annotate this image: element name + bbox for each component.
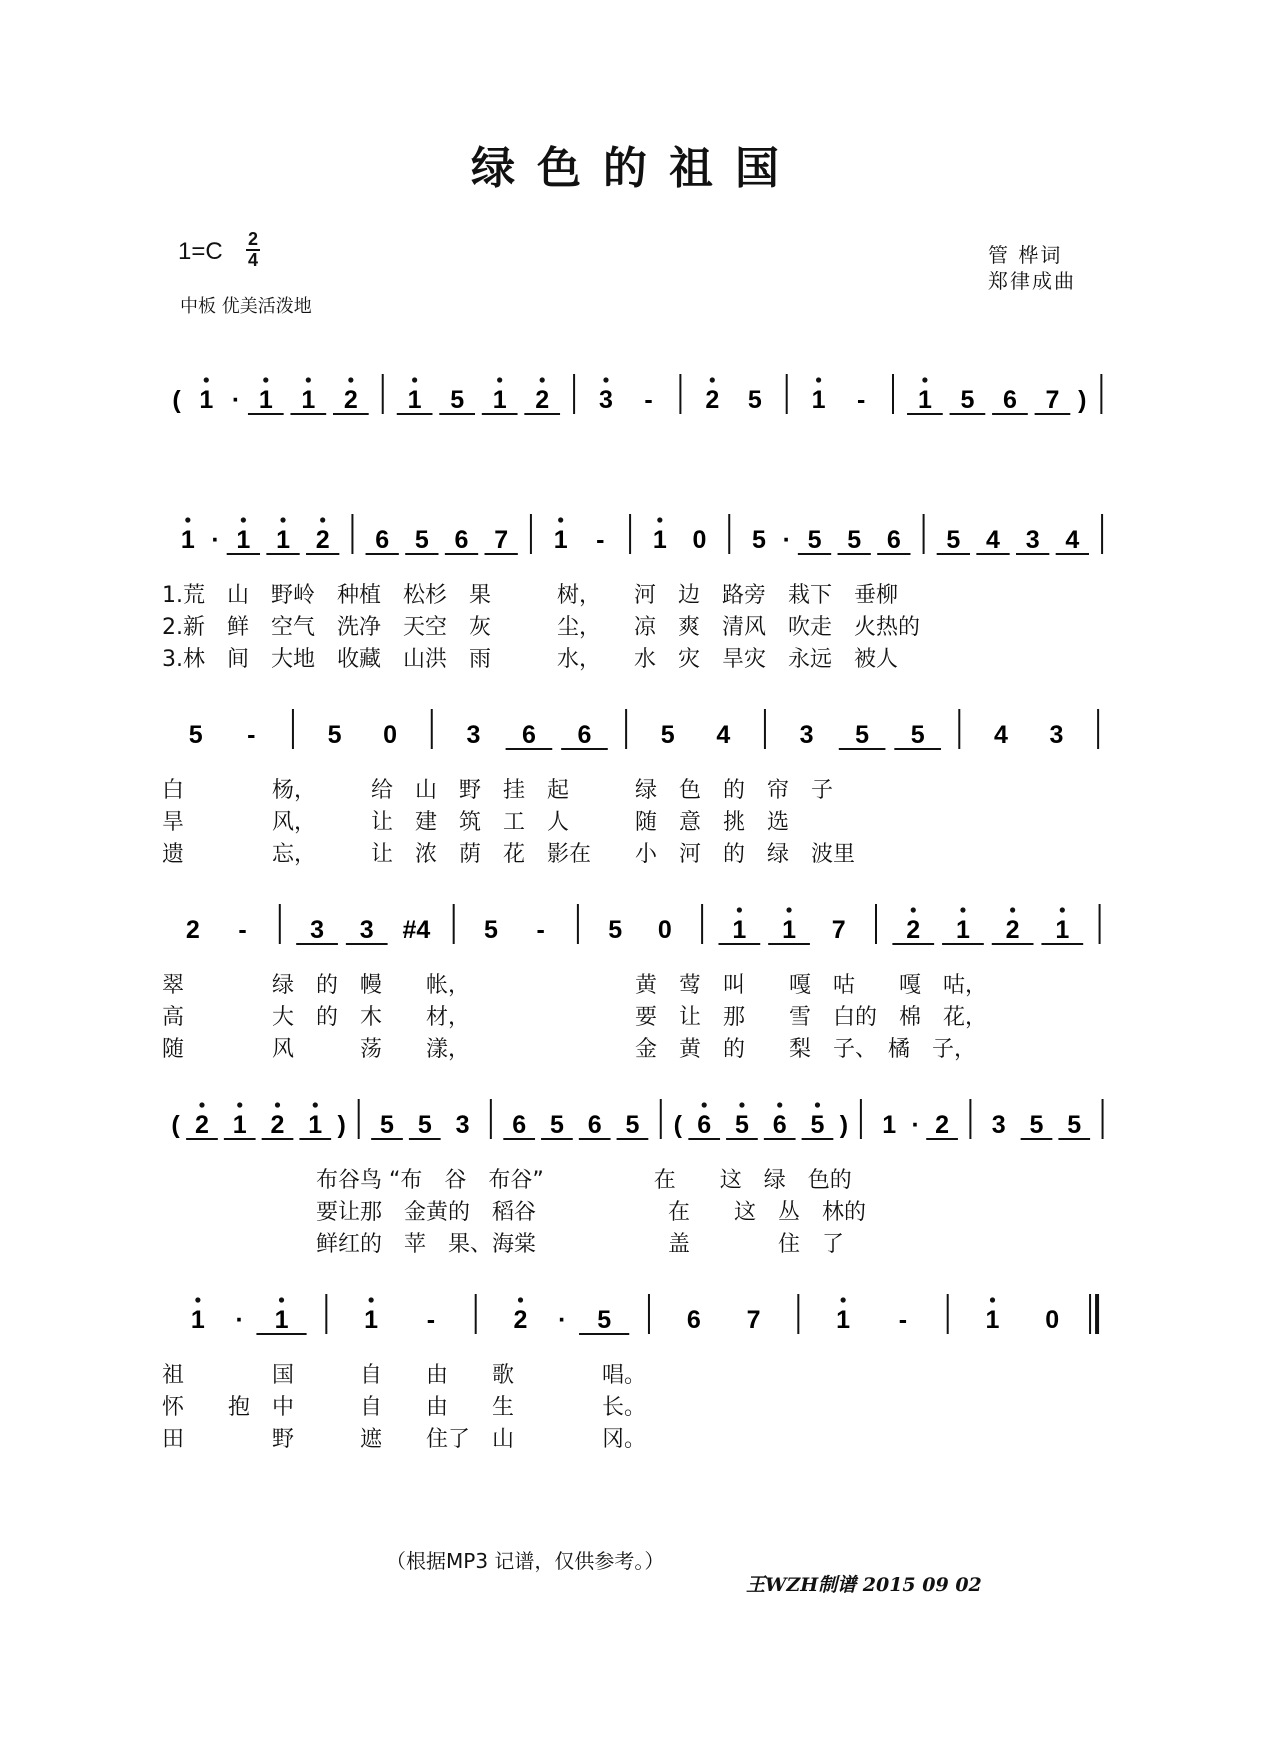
lyric-line-3: 遗 忘， 让 浓 荫 花 影在 小 河 的 绿 波里 [162,842,856,867]
lyricist-credit: 管 桦词 [988,243,1063,267]
tempo-marking: 中板 优美活泼地 [180,296,312,317]
note: 2 [705,386,720,414]
octave-dot [1060,907,1065,912]
octave-dot [739,1102,744,1107]
note: 5 [188,721,203,749]
notation-svg [0,1280,1272,1360]
note: 1 [917,386,932,414]
note: 4 [716,721,731,749]
octave-dot [185,517,190,522]
octave-dot [195,1297,200,1302]
note: 1 [308,1111,323,1139]
note: 5 [1029,1111,1044,1139]
octave-dot [1010,907,1015,912]
note: 7 [831,916,846,944]
note: 3 [466,721,481,749]
credits [988,242,1076,294]
note: 7 [746,1306,761,1334]
score-row-5 [0,1280,1272,1450]
note: 6 [577,721,592,749]
octave-dot [313,1102,318,1107]
notation-mark: ) [839,1111,849,1139]
lyric-line-1: 布谷鸟 “布 谷 布谷” 在 这 绿 色的 [162,1168,852,1193]
octave-dot [816,377,821,382]
note: 4 [1065,526,1080,554]
note: 5 [946,526,961,554]
octave-dot [786,907,791,912]
note: 3 [991,1111,1006,1139]
note: 7 [1045,386,1060,414]
note: - [856,386,866,414]
lyric-line-2: 怀 抱 中 自 由 生 长。 [162,1395,647,1420]
note: 5 [747,386,762,414]
note: 5 [625,1111,640,1139]
note: 3 [799,721,814,749]
note: - [898,1306,908,1334]
note: 2 [270,1111,285,1139]
score-row-3 [0,890,1272,1060]
notation-svg [0,360,1272,440]
notation-mark: ) [1078,386,1087,414]
note: 1 [836,1306,851,1334]
note: 1 [258,386,273,414]
time-signature [246,230,260,270]
score-row-4 [0,1085,1272,1255]
note: 1 [882,1111,897,1139]
note: 1 [553,526,568,554]
notation-mark: · [782,526,791,554]
notation-mark: · [231,386,241,414]
note: 1 [236,526,251,554]
song-title: 绿色的祖国 [471,143,801,194]
notation-mark: ( [172,386,181,414]
note: 2 [906,916,921,944]
octave-dot [922,377,927,382]
octave-dot [540,377,545,382]
note: 1 [985,1306,1000,1334]
note: 1 [652,526,667,554]
note: 6 [1002,386,1017,414]
octave-dot [558,517,563,522]
note: 5 [960,386,975,414]
octave-dot [960,907,965,912]
note: 5 [855,721,870,749]
octave-dot [369,1297,374,1302]
octave-dot [702,1102,707,1107]
note: 3 [455,1111,470,1139]
octave-dot [279,1297,284,1302]
note: 1 [811,386,826,414]
note: 6 [512,1111,527,1139]
lyric-line-2: 2.新 鲜 空气 洗净 天空 灰 尘， 凉 爽 清风 吹走 火热的 [162,615,920,640]
octave-dot [348,377,353,382]
footer-note: （根据MP3 记谱，仅供参考。） [386,1549,665,1573]
note: 4 [986,526,1000,554]
octave-dot [412,377,417,382]
note: 2 [195,1111,209,1139]
notation-svg [0,695,1272,775]
lyric-line-3: 随 风 荡 漾， 金 黄 的 梨 子、 橘 子， [162,1037,977,1062]
transcriber-signature: 王WZH制谱 2015 09 02 [746,1574,982,1596]
note: 5 [483,916,498,944]
note: 5 [660,721,675,749]
notation-mark: · [911,1111,920,1139]
note: 3 [310,916,325,944]
note: 6 [587,1111,602,1139]
note: 1 [199,386,214,414]
note: 1 [274,1306,289,1334]
score-row-1 [0,500,1272,670]
note: 3 [599,386,613,414]
note: 2 [935,1111,950,1139]
note: 2 [343,386,358,414]
note: 2 [1005,916,1020,944]
note: 1 [276,526,290,554]
note: 7 [494,526,509,554]
octave-dot [603,377,608,382]
octave-dot [841,1297,846,1302]
note: 5 [608,916,623,944]
note: 1 [782,916,797,944]
note: 3 [359,916,374,944]
note: 5 [752,526,766,554]
note: 6 [772,1111,787,1139]
note: 1 [955,916,970,944]
note: 0 [1045,1306,1060,1334]
octave-dot [275,1102,280,1107]
key-signature: 1=C [178,238,223,265]
notation-mark: · [558,1306,567,1334]
note: 1 [407,386,422,414]
note: 5 [380,1111,394,1139]
composer-credit: 郑律成曲 [988,269,1076,293]
note: 5 [450,386,465,414]
octave-dot [710,377,715,382]
lyric-line-3: 田 野 遮 住了 山 冈。 [162,1427,647,1452]
note: 5 [847,526,862,554]
octave-dot [241,517,246,522]
note: 6 [521,721,536,749]
octave-dot [657,517,662,522]
note: #4 [402,916,431,944]
note: 1 [301,386,316,414]
octave-dot [199,1102,204,1107]
notation-mark: ) [337,1111,346,1139]
note: 6 [375,526,390,554]
note: - [644,386,653,414]
lyric-line-2: 旱 风， 让 建 筑 工 人 随 意 挑 选 [162,810,790,835]
lyric-line-3: 3.林 间 大地 收藏 山洪 雨 水， 水 灾 旱灾 永远 被人 [162,647,898,672]
note: 0 [657,916,672,944]
lyric-line-1: 翠 绿 的 幔 帐， 黄 莺 叫 嘎 咕 嘎 咕， [162,973,988,998]
octave-dot [320,517,325,522]
note: 6 [686,1306,701,1334]
octave-dot [815,1102,820,1107]
octave-dot [306,377,311,382]
note: 4 [993,721,1008,749]
octave-dot [737,907,742,912]
lyric-line-3: 鲜红的 苹 果、海棠 盖 住 了 [162,1232,845,1257]
note: 5 [1067,1111,1082,1139]
note: 5 [327,721,342,749]
octave-dot [263,377,268,382]
note: 2 [535,386,550,414]
lyric-line-1: 1.荒 山 野岭 种植 松杉 果 树， 河 边 路旁 栽下 垂柳 [162,583,898,608]
lyric-line-2: 高 大 的 木 材， 要 让 那 雪 白的 棉 花， [162,1005,988,1030]
note: - [247,721,256,749]
note: 2 [513,1306,528,1334]
note: 5 [597,1306,612,1334]
time-signature-top: 2 [247,229,258,249]
note: - [238,916,247,944]
notation-svg [0,890,1272,970]
note: - [426,1306,436,1334]
note: 6 [697,1111,712,1139]
note: 2 [315,526,330,554]
note: 1 [492,386,507,414]
lyric-line-1: 白 杨， 给 山 野 挂 起 绿 色 的 帘 子 [162,778,834,803]
note: - [536,916,545,944]
note: 5 [810,1111,825,1139]
note: 1 [364,1306,379,1334]
note: 5 [910,721,925,749]
notation-mark: ( [171,1111,180,1139]
octave-dot [204,377,209,382]
octave-dot [280,517,285,522]
note: 5 [807,526,822,554]
notation-mark: · [235,1306,244,1334]
note: 1 [732,916,747,944]
note: 3 [1025,526,1040,554]
note: - [596,526,605,554]
note: 5 [549,1111,564,1139]
note: 2 [185,916,200,944]
octave-dot [518,1297,523,1302]
notation-mark: · [211,526,220,554]
score-row-intro [0,360,1272,440]
notation-mark: ( [673,1111,682,1139]
note: 1 [190,1306,205,1334]
note: 5 [734,1111,749,1139]
note: 1 [1055,916,1070,944]
note: 6 [886,526,901,554]
score-row-2 [0,695,1272,865]
note: 0 [383,721,398,749]
notation-svg [0,500,1272,580]
octave-dot [777,1102,782,1107]
octave-dot [237,1102,242,1107]
note: 3 [1049,721,1064,749]
lyric-line-1: 祖 国 自 由 歌 唱。 [162,1363,647,1388]
note: 1 [180,526,195,554]
lyric-line-2: 要让那 金黄的 稻谷 在 这 丛 林的 [162,1200,867,1225]
note: 5 [414,526,429,554]
octave-dot [911,907,916,912]
time-signature-bottom: 4 [247,250,258,270]
note: 1 [232,1111,247,1139]
note: 5 [417,1111,432,1139]
octave-dot [497,377,502,382]
note: 0 [692,526,707,554]
note: 6 [454,526,469,554]
octave-dot [990,1297,995,1302]
notation-svg [0,1085,1272,1165]
